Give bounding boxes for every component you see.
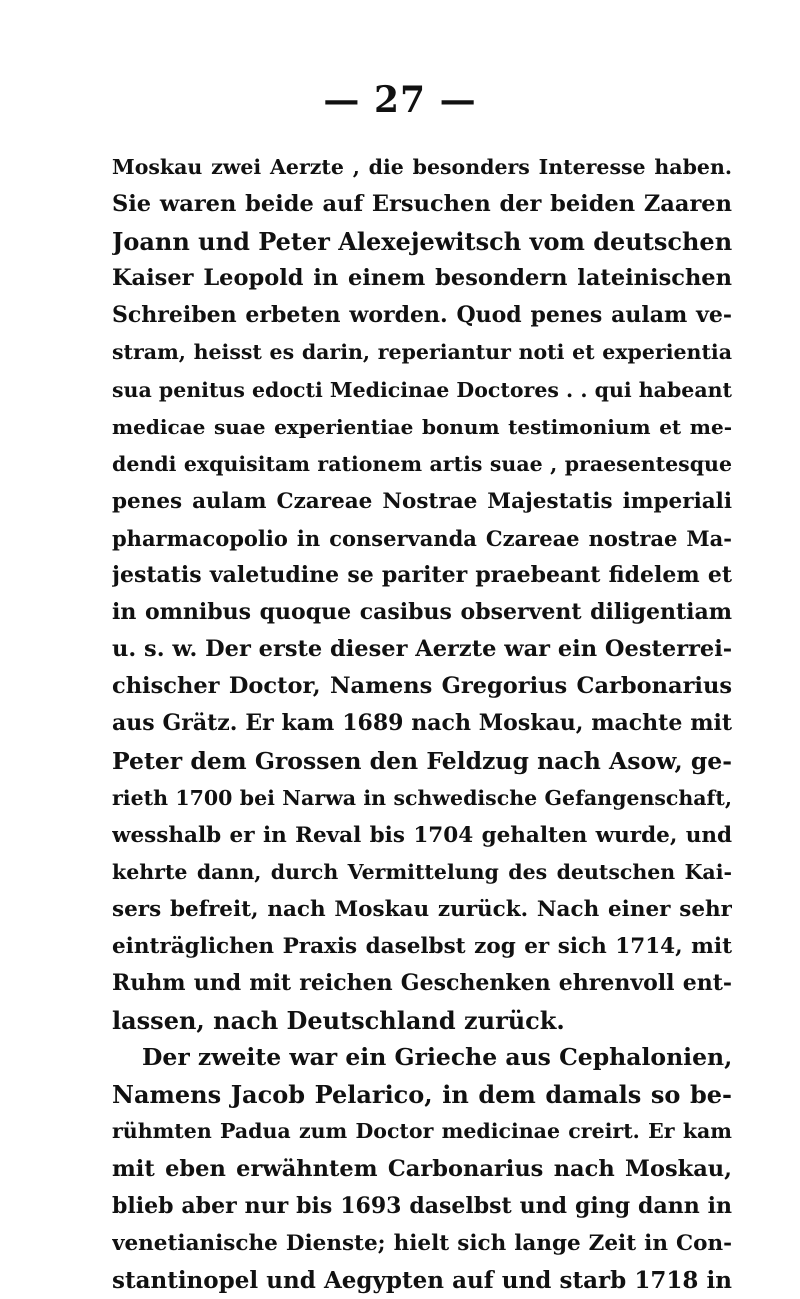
text-line: chischer Doctor, Namens Gregorius Carbonarius <box>112 673 732 700</box>
text-line: u. s. w. Der erste dieser Aerzte war ein Oesterrei- <box>112 636 732 663</box>
text-line: Peter dem Grossen den Feldzug nach Asow, ge- <box>112 746 732 775</box>
text-line: dendi exquisitam rationem artis suae , praesentesque <box>112 451 732 476</box>
text-line: stram, heisst es darin, reperiantur noti et experientia <box>112 340 732 365</box>
text-line: Sie waren beide auf Ersuchen der beiden Zaaren <box>112 191 732 218</box>
text-line: wesshalb er in Reval bis 1704 gehalten wurde, und <box>112 822 732 848</box>
text-line: mit eben erwähntem Carbonarius nach Moskau, <box>112 1155 732 1182</box>
text-line: Ruhm und mit reichen Geschenken ehrenvoll ent- <box>112 970 732 997</box>
text-line: stantinopel und Aegypten auf und starb 1718 in <box>112 1266 732 1294</box>
text-line: pharmacopolio in conservanda Czareae nostrae Ma- <box>112 525 732 551</box>
text-line: Moskau zwei Aerzte , die besonders Interesse haben. <box>112 155 732 179</box>
text-line: Joann und Peter Alexejewitsch vom deutschen <box>112 227 732 257</box>
text-line: Schreiben erbeten worden. Quod penes aulam ve- <box>112 302 732 329</box>
text-line: kehrte dann, durch Vermittelung des deutschen Kai- <box>112 859 732 884</box>
text-line: Namens Jacob Pelarico, in dem damals so be- <box>112 1080 732 1110</box>
text-line: sers befreit, nach Moskau zurück. Nach einer sehr <box>112 896 732 922</box>
text-line: aus Grätz. Er kam 1689 nach Moskau, machte mit <box>112 710 732 737</box>
text-line: rieth 1700 bei Narwa in schwedische Gefangenschaft, <box>112 785 732 810</box>
text-line: medicae suae experientiae bonum testimonium et me- <box>112 414 732 439</box>
text-line-paragraph-end: lassen, nach Deutschland zurück. <box>112 1006 565 1036</box>
page-number: — 27 — <box>323 79 477 121</box>
text-line: in omnibus quoque casibus observent diligentiam <box>112 599 732 626</box>
body-text <box>112 149 732 1299</box>
text-line: venetianische Dienste; hielt sich lange Zeit in Con- <box>112 1230 732 1256</box>
text-line: jestatis valetudine se pariter praebeant fidelem et <box>112 562 732 589</box>
text-line: penes aulam Czareae Nostrae Majestatis imperiali <box>112 488 732 514</box>
text-line: rühmten Padua zum Doctor medicinae creirt. Er kam <box>112 1119 732 1144</box>
text-line: blieb aber nur bis 1693 daselbst und ging dann in <box>112 1192 732 1219</box>
text-line: sua penitus edocti Medicinae Doctores . . qui habeant <box>112 377 732 402</box>
text-line: Kaiser Leopold in einem besondern lateinischen <box>112 265 732 292</box>
text-line: einträglichen Praxis daselbst zog er sich 1714, mit <box>112 933 732 959</box>
text-line-paragraph-start: Der zweite war ein Grieche aus Cephalonien, <box>142 1043 732 1072</box>
